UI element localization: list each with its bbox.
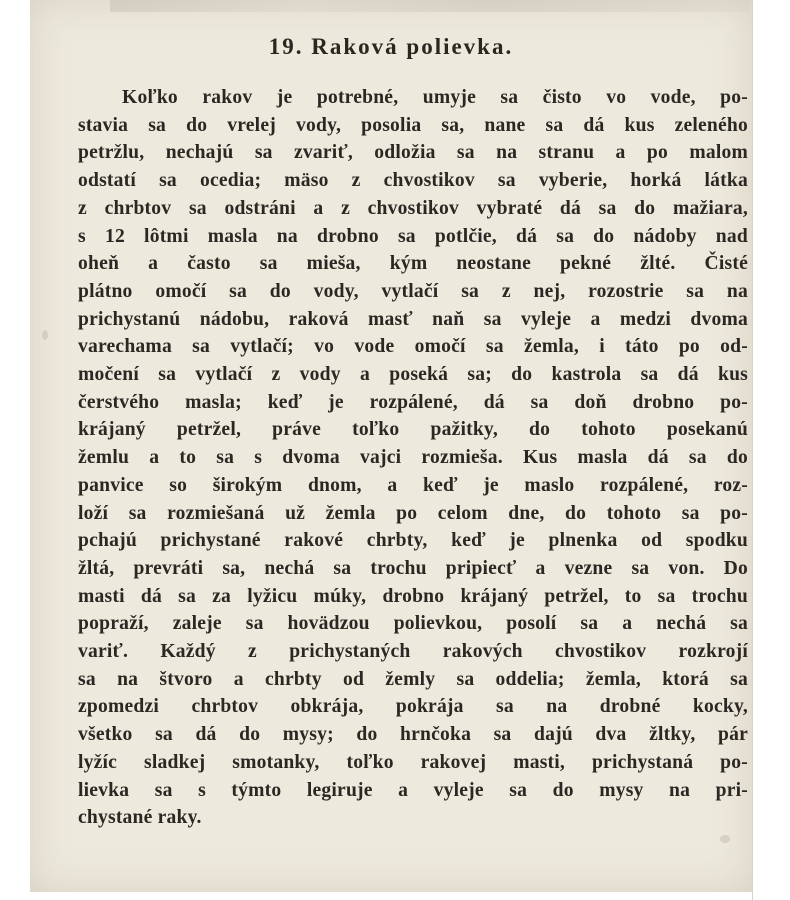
text-line: masti dá sa za lyžicu múky, drobno krájaný petržel, to sa trochu <box>78 585 748 607</box>
text-line: žltá, prevráti sa, nechá sa trochu pripiecť a vezne sa von. Do <box>78 557 748 579</box>
recipe-text <box>78 84 748 832</box>
text-line: varechama sa vytlačí; vo vode omočí sa žemla, i táto po od- <box>78 336 748 358</box>
text-line: variť. Každý z prichystaných rakových chvostikov rozkrojí <box>78 641 748 663</box>
text-line: čerstvého masla; keď je rozpálené, dá sa doň drobno po- <box>78 391 748 413</box>
text-line: lievka sa s týmto legiruje a vyleje sa do mysy na pri- <box>78 779 748 801</box>
viewer-margin <box>752 0 790 900</box>
text-line: loží sa rozmiešaná už žemla po celom dne, do tohoto sa po- <box>78 502 748 524</box>
text-line: z chrbtov sa odstráni a z chvostikov vybraté dá sa do mažiara, <box>78 197 748 219</box>
text-line: prichystanú nádobu, raková masť naň sa vyleje a medzi dvoma <box>78 308 748 330</box>
book-page <box>30 0 752 892</box>
text-line: panvice so širokým dnom, a keď je maslo rozpálené, roz- <box>78 474 748 496</box>
text-line: Koľko rakov je potrebné, umyje sa čisto vo vode, po- <box>122 87 748 108</box>
text-line: popraží, zaleje sa hovädzou polievkou, posolí sa a nechá sa <box>78 613 748 635</box>
recipe-heading: 19. Raková polievka. <box>268 34 514 59</box>
text-line: petržlu, nechajú sa zvariť, odložia sa na stranu a po malom <box>78 142 748 164</box>
text-line: zpomedzi chrbtov obkrája, pokrája sa na drobné kocky, <box>78 696 748 718</box>
previous-page-bleed <box>110 0 750 12</box>
text-line: chystané raky. <box>78 807 202 829</box>
text-line: stavia sa do vrelej vody, posolia sa, nane sa dá kus zeleného <box>78 114 748 136</box>
text-line: lyžíc sladkej smotanky, toľko rakovej masti, prichystaná po- <box>78 751 748 773</box>
paper-stain <box>720 835 730 843</box>
text-line: s 12 lôtmi masla na drobno sa potlčie, dá sa do nádoby nad <box>78 225 748 247</box>
text-line: sa na štvoro a chrbty od žemly sa oddelia; žemla, ktorá sa <box>78 668 748 690</box>
text-line: krájaný petržel, práve toľko pažitky, do tohoto posekanú <box>78 419 748 441</box>
text-line: žemlu a to sa s dvoma vajci rozmieša. Kus masla dá sa do <box>78 447 748 469</box>
paper-stain <box>42 330 48 340</box>
text-line: všetko sa dá do mysy; do hrnčoka sa dajú dva žltky, pár <box>78 724 748 746</box>
text-line: pchajú prichystané rakové chrbty, keď je plnenka od spodku <box>78 530 748 552</box>
text-line: močení sa vytlačí z vody a poseká sa; do kastrola sa dá kus <box>78 364 748 386</box>
text-line: plátno omočí sa do vody, vytlačí sa z nej, rozostrie sa na <box>78 280 748 302</box>
text-line: odstatí sa ocedia; mäso z chvostikov sa vyberie, horká látka <box>78 170 748 192</box>
text-line: oheň a často sa mieša, kým neostane pekné žlté. Čisté <box>78 253 748 275</box>
